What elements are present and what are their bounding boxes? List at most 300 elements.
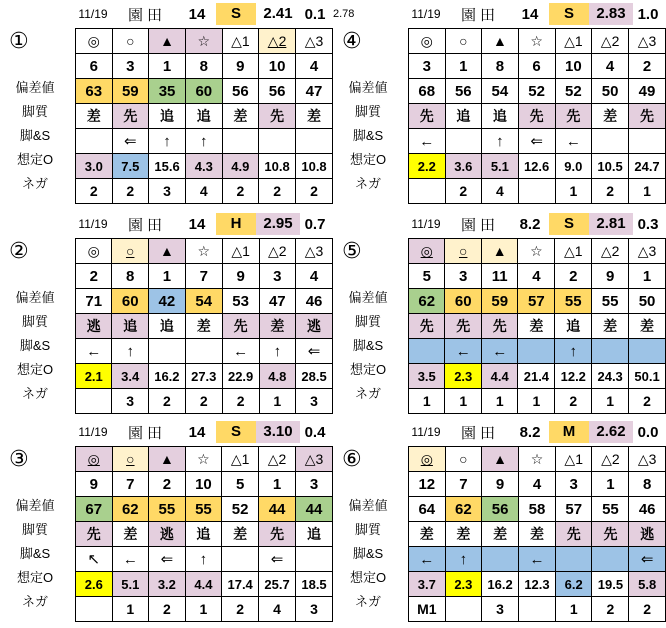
nega-cell: 2 <box>112 179 149 204</box>
kyakushitsu-row <box>409 314 666 339</box>
header-date: 11/19 <box>78 7 108 21</box>
row-label-kyaku-s: 脚&S <box>19 128 51 143</box>
header-date: 11/19 <box>411 425 441 439</box>
header-value-1: 2.41 <box>263 5 293 22</box>
header-value-2: 0.7 <box>304 215 326 233</box>
horse-number-cell: 3 <box>112 54 149 79</box>
header-class-badge: S <box>549 213 589 235</box>
kyaku-s-cell: ← <box>112 547 149 572</box>
row-label-souteio: 想定O <box>16 570 54 585</box>
mark-cell: △3 <box>629 447 666 472</box>
mark-cell: △1 <box>222 447 259 472</box>
odds-cell: 2.3 <box>445 364 481 389</box>
hensachi-cell: 62 <box>409 289 445 314</box>
race-block-3 <box>0 418 333 628</box>
header-extra-value: 2.78 <box>333 8 355 20</box>
header-race: 14 <box>188 423 206 441</box>
horse-number-cell: 3 <box>296 472 333 497</box>
prediction-table <box>408 446 666 622</box>
kyaku-s-cell: ↑ <box>482 129 519 154</box>
odds-cell: 2.2 <box>409 154 446 179</box>
odds-cell: 3.2 <box>149 572 186 597</box>
kyaku-s-cell <box>592 129 629 154</box>
hensachi-cell: 56 <box>259 79 296 104</box>
mark-cell: ▲ <box>482 29 519 54</box>
nega-cell: 1 <box>409 389 445 414</box>
odds-cell: 2.6 <box>76 572 113 597</box>
kyakushitsu-cell: 差 <box>592 314 629 339</box>
nega-cell: 3 <box>112 389 148 414</box>
nega-cell: 3 <box>149 179 186 204</box>
kyakushitsu-cell: 追 <box>185 522 222 547</box>
block-number-badge: ② <box>9 238 29 263</box>
header-value-1: 2.83 <box>589 3 633 25</box>
numbers-row <box>409 54 666 79</box>
nega-cell: 1 <box>112 597 149 622</box>
hensachi-cell: 49 <box>629 79 666 104</box>
kyaku-s-cell: ⇐ <box>259 547 296 572</box>
nega-cell: 2 <box>592 179 629 204</box>
row-label-kyaku-s: 脚&S <box>352 338 384 353</box>
row-label-hensachi: 偏差値 <box>15 290 55 305</box>
kyaku-s-cell: ⇐ <box>518 129 555 154</box>
mark-cell: △3 <box>296 239 333 264</box>
header-class-badge: S <box>216 3 256 25</box>
odds-cell: 5.8 <box>629 572 666 597</box>
odds-row <box>76 154 333 179</box>
hensachi-cell: 59 <box>481 289 517 314</box>
nega-cell <box>409 179 446 204</box>
prediction-table <box>408 28 666 204</box>
hensachi-cell: 59 <box>112 79 149 104</box>
marks-row <box>409 239 666 264</box>
odds-cell: 28.5 <box>296 364 333 389</box>
nega-cell: 2 <box>592 597 629 622</box>
kyakushitsu-cell: 差 <box>518 314 555 339</box>
mark-cell: ◎ <box>76 239 112 264</box>
mark-cell: △2 <box>592 447 629 472</box>
nega-cell: 1 <box>481 389 517 414</box>
horse-number-cell: 1 <box>259 472 296 497</box>
block-number-badge: ③ <box>9 446 29 471</box>
odds-cell: 22.9 <box>222 364 259 389</box>
kyaku-s-cell: ↑ <box>112 339 148 364</box>
row-label-kyaku-s: 脚&S <box>19 338 51 353</box>
odds-cell: 16.2 <box>148 364 185 389</box>
kyaku-s-cell <box>76 129 113 154</box>
hensachi-cell: 55 <box>149 497 186 522</box>
race-block-2 <box>0 210 333 418</box>
odds-row <box>409 572 666 597</box>
row-label-kyakushitsu: 脚質 <box>21 522 48 537</box>
nega-cell: 4 <box>482 179 519 204</box>
horse-number-cell: 3 <box>445 264 481 289</box>
mark-cell: ○ <box>112 447 149 472</box>
odds-cell: 3.5 <box>409 364 445 389</box>
hensachi-cell: 54 <box>185 289 222 314</box>
hensachi-cell: 64 <box>409 497 446 522</box>
hensachi-cell: 52 <box>222 497 259 522</box>
hensachi-cell: 46 <box>629 497 666 522</box>
block-number-badge: ⑥ <box>342 446 362 471</box>
kyakushitsu-cell: 先 <box>629 104 666 129</box>
hensachi-row <box>76 79 333 104</box>
mark-cell: △3 <box>296 29 333 54</box>
hensachi-cell: 47 <box>296 79 333 104</box>
kyakushitsu-cell: 先 <box>409 314 445 339</box>
kyaku-s-cell: ↑ <box>149 129 186 154</box>
nega-cell: 3 <box>296 597 333 622</box>
mark-cell: ◎ <box>409 239 445 264</box>
kyaku-s-cell: ↖ <box>76 547 113 572</box>
block-header <box>70 3 354 25</box>
horse-number-cell: 3 <box>409 54 446 79</box>
odds-row <box>409 364 666 389</box>
odds-cell: 21.4 <box>518 364 555 389</box>
nega-cell: 2 <box>555 389 592 414</box>
nega-row <box>76 389 333 414</box>
nega-cell: 2 <box>148 389 185 414</box>
hensachi-cell: 55 <box>592 289 629 314</box>
nega-cell <box>76 389 112 414</box>
header-class-badge: M <box>549 421 589 443</box>
header-race: 8.2 <box>519 423 541 441</box>
mark-cell: ◎ <box>409 447 446 472</box>
horse-number-cell: 1 <box>629 264 666 289</box>
odds-cell: 12.2 <box>555 364 592 389</box>
horse-number-cell: 8 <box>482 54 519 79</box>
hensachi-cell: 62 <box>112 497 149 522</box>
header-value-2: 0.4 <box>304 423 326 441</box>
kyaku-s-cell <box>629 339 666 364</box>
numbers-row <box>409 264 666 289</box>
hensachi-cell: 47 <box>259 289 296 314</box>
kyaku-s-cell: ↑ <box>185 547 222 572</box>
kyakushitsu-cell: 逃 <box>149 522 186 547</box>
hensachi-cell: 57 <box>555 497 592 522</box>
odds-cell: 24.7 <box>629 154 666 179</box>
horse-number-cell: 1 <box>592 472 629 497</box>
mark-cell: ◎ <box>76 29 113 54</box>
kyaku-s-cell <box>222 547 259 572</box>
prediction-table <box>408 238 666 414</box>
mark-cell: ◎ <box>76 447 113 472</box>
horse-number-cell: 1 <box>445 54 482 79</box>
nega-cell: 1 <box>555 597 592 622</box>
block-header <box>403 213 663 235</box>
horse-number-cell: 4 <box>296 54 333 79</box>
kyakushitsu-cell: 差 <box>296 104 333 129</box>
nega-row <box>76 597 333 622</box>
kyaku-s-cell <box>222 129 259 154</box>
hensachi-cell: 46 <box>296 289 333 314</box>
odds-cell: 16.2 <box>482 572 519 597</box>
marks-row <box>409 29 666 54</box>
hensachi-cell: 56 <box>482 497 519 522</box>
horse-number-cell: 10 <box>555 54 592 79</box>
mark-cell: ○ <box>445 29 482 54</box>
horse-number-cell: 2 <box>629 54 666 79</box>
mark-cell: ☆ <box>519 447 556 472</box>
row-label-kyaku-s: 脚&S <box>352 546 384 561</box>
hensachi-cell: 55 <box>592 497 629 522</box>
kyaku-s-cell <box>445 129 482 154</box>
horse-number-cell: 7 <box>112 472 149 497</box>
nega-cell <box>518 179 555 204</box>
odds-row <box>76 364 333 389</box>
horse-number-cell: 2 <box>76 264 112 289</box>
race-block-4 <box>333 0 666 210</box>
horse-number-cell: 4 <box>518 264 555 289</box>
hensachi-cell: 44 <box>296 497 333 522</box>
header-track: 園田 <box>127 216 166 234</box>
kyakushitsu-cell: 差 <box>592 104 629 129</box>
block-number-badge: ① <box>9 28 29 53</box>
numbers-row <box>409 472 666 497</box>
kyakushitsu-cell: 差 <box>445 522 482 547</box>
mark-cell: △2 <box>259 239 296 264</box>
row-label-nega: ネガ <box>354 386 381 401</box>
header-value-2: 0.1 <box>304 5 326 23</box>
nega-cell: 2 <box>185 389 222 414</box>
header-race: 14 <box>188 5 206 23</box>
kyakushitsu-cell: 先 <box>409 104 446 129</box>
prediction-table <box>75 446 333 622</box>
nega-cell: 3 <box>296 389 333 414</box>
odds-cell: 6.2 <box>555 572 592 597</box>
nega-cell: 2 <box>222 389 259 414</box>
kyakushitsu-cell: 差 <box>76 104 113 129</box>
hensachi-cell: 44 <box>259 497 296 522</box>
odds-cell: 2.3 <box>445 572 482 597</box>
kyakushitsu-cell: 追 <box>445 104 482 129</box>
kyaku-s-cell: ← <box>76 339 112 364</box>
header-race: 8.2 <box>519 215 541 233</box>
nega-cell: 1 <box>185 597 222 622</box>
horse-number-cell: 7 <box>445 472 482 497</box>
row-label-souteio: 想定O <box>16 362 54 377</box>
nega-cell <box>445 597 482 622</box>
row-label-kyakushitsu: 脚質 <box>354 104 381 119</box>
block-header <box>403 421 663 443</box>
nega-cell: 2 <box>259 179 296 204</box>
kyakushitsu-cell: 差 <box>185 314 222 339</box>
header-date: 11/19 <box>78 217 108 231</box>
kyakushitsu-cell: 先 <box>555 104 592 129</box>
kyakushitsu-cell: 先 <box>555 522 592 547</box>
hensachi-row <box>76 497 333 522</box>
block-header <box>403 3 663 25</box>
horse-number-cell: 8 <box>186 54 223 79</box>
odds-cell: 4.3 <box>186 154 223 179</box>
mark-cell: ▲ <box>149 447 186 472</box>
kyaku-s-cell: ↑ <box>445 547 482 572</box>
odds-cell: 4.9 <box>222 154 259 179</box>
marks-row <box>76 29 333 54</box>
mark-cell: ▲ <box>148 239 185 264</box>
kyaku-s-cell: ← <box>409 547 446 572</box>
nega-cell: 4 <box>259 597 296 622</box>
nega-cell <box>76 597 113 622</box>
horse-number-cell: 8 <box>629 472 666 497</box>
race-block-1 <box>0 0 355 210</box>
kyaku-s-row <box>76 129 333 154</box>
kyakushitsu-cell: 差 <box>409 522 446 547</box>
odds-cell: 18.5 <box>296 572 333 597</box>
hensachi-cell: 56 <box>222 79 259 104</box>
horse-number-cell: 9 <box>482 472 519 497</box>
hensachi-cell: 35 <box>149 79 186 104</box>
hensachi-cell: 60 <box>445 289 481 314</box>
row-label-hensachi: 偏差値 <box>348 80 388 95</box>
nega-row <box>409 179 666 204</box>
odds-cell: 4.4 <box>481 364 517 389</box>
mark-cell: △3 <box>629 239 666 264</box>
block-header <box>70 421 330 443</box>
odds-cell: 27.3 <box>185 364 222 389</box>
kyaku-s-cell: ↑ <box>259 339 296 364</box>
kyakushitsu-cell: 差 <box>629 314 666 339</box>
kyaku-s-cell: ← <box>555 129 592 154</box>
header-date: 11/19 <box>78 425 108 439</box>
odds-cell: 3.6 <box>445 154 482 179</box>
row-label-nega: ネガ <box>354 176 381 191</box>
kyakushitsu-row <box>76 104 333 129</box>
header-date: 11/19 <box>411 217 441 231</box>
horse-number-cell: 2 <box>555 264 592 289</box>
row-label-nega: ネガ <box>354 594 381 609</box>
kyaku-s-cell: ⇐ <box>149 547 186 572</box>
row-label-hensachi: 偏差値 <box>15 80 55 95</box>
odds-cell: 9.0 <box>555 154 592 179</box>
nega-cell: 2 <box>222 597 259 622</box>
header-track: 園田 <box>460 424 499 442</box>
nega-row <box>409 597 666 622</box>
kyakushitsu-cell: 差 <box>259 314 296 339</box>
mark-cell: ▲ <box>481 239 517 264</box>
nega-cell: 2 <box>629 389 666 414</box>
row-label-kyakushitsu: 脚質 <box>354 522 381 537</box>
kyaku-s-row <box>76 339 333 364</box>
horse-number-cell: 6 <box>76 54 113 79</box>
odds-cell: 17.4 <box>222 572 259 597</box>
mark-cell: △1 <box>555 239 592 264</box>
kyakushitsu-cell: 追 <box>148 314 185 339</box>
row-label-hensachi: 偏差値 <box>15 498 55 513</box>
hensachi-cell: 52 <box>518 79 555 104</box>
kyakushitsu-cell: 追 <box>482 104 519 129</box>
horse-number-cell: 9 <box>76 472 113 497</box>
mark-cell: ☆ <box>518 29 555 54</box>
kyaku-s-cell <box>148 339 185 364</box>
horse-number-cell: 4 <box>592 54 629 79</box>
kyakushitsu-cell: 追 <box>149 104 186 129</box>
marks-row <box>76 447 333 472</box>
hensachi-cell: 56 <box>445 79 482 104</box>
mark-cell: △3 <box>629 29 666 54</box>
kyakushitsu-cell: 先 <box>259 522 296 547</box>
kyaku-s-cell: ← <box>409 129 446 154</box>
odds-row <box>409 154 666 179</box>
row-label-kyakushitsu: 脚質 <box>21 314 48 329</box>
kyaku-s-cell: ← <box>519 547 556 572</box>
nega-cell: 1 <box>259 389 296 414</box>
horse-number-cell: 1 <box>149 54 186 79</box>
kyaku-s-cell <box>592 339 629 364</box>
kyakushitsu-cell: 差 <box>482 522 519 547</box>
row-label-kyakushitsu: 脚質 <box>21 104 48 119</box>
kyaku-s-cell <box>185 339 222 364</box>
odds-cell: 3.0 <box>76 154 113 179</box>
nega-cell: 2 <box>222 179 259 204</box>
row-label-hensachi: 偏差値 <box>348 290 388 305</box>
mark-cell: ▲ <box>149 29 186 54</box>
horse-number-cell: 10 <box>259 54 296 79</box>
kyakushitsu-row <box>409 104 666 129</box>
header-value-2: 0.3 <box>637 215 659 233</box>
row-label-souteio: 想定O <box>349 152 387 167</box>
nega-cell: 2 <box>149 597 186 622</box>
row-label-kyakushitsu: 脚質 <box>354 314 381 329</box>
row-label-nega: ネガ <box>21 176 48 191</box>
header-track: 園田 <box>127 424 166 442</box>
block-header <box>70 213 330 235</box>
kyaku-s-cell: ⇐ <box>112 129 149 154</box>
kyakushitsu-row <box>76 522 333 547</box>
kyaku-s-cell: ← <box>481 339 517 364</box>
horse-number-cell: 5 <box>222 472 259 497</box>
race-block-6 <box>333 418 666 628</box>
nega-cell: 2 <box>76 179 113 204</box>
odds-cell: 25.7 <box>259 572 296 597</box>
odds-cell: 10.8 <box>296 154 333 179</box>
hensachi-cell: 52 <box>555 79 592 104</box>
nega-cell: 4 <box>186 179 223 204</box>
row-label-souteio: 想定O <box>16 152 54 167</box>
odds-cell: 4.4 <box>185 572 222 597</box>
hensachi-cell: 50 <box>592 79 629 104</box>
header-race: 14 <box>521 5 539 23</box>
hensachi-row <box>409 289 666 314</box>
hensachi-cell: 55 <box>185 497 222 522</box>
header-value-2: 0.0 <box>637 423 659 441</box>
mark-cell: △2 <box>592 239 629 264</box>
horse-number-cell: 6 <box>518 54 555 79</box>
kyaku-s-cell <box>409 339 445 364</box>
header-value-1: 2.81 <box>589 213 633 235</box>
horse-number-cell: 4 <box>519 472 556 497</box>
kyakushitsu-cell: 追 <box>112 314 148 339</box>
horse-number-cell: 9 <box>222 54 259 79</box>
kyaku-s-cell: ← <box>445 339 481 364</box>
mark-cell: △1 <box>222 29 259 54</box>
kyakushitsu-cell: 先 <box>112 104 149 129</box>
kyaku-s-cell <box>518 339 555 364</box>
hensachi-cell: 55 <box>555 289 592 314</box>
header-track: 園田 <box>460 216 499 234</box>
nega-cell: M1 <box>409 597 446 622</box>
kyaku-s-cell <box>259 129 296 154</box>
mark-cell: △1 <box>222 239 259 264</box>
nega-cell: 1 <box>518 389 555 414</box>
odds-cell: 10.8 <box>259 154 296 179</box>
kyakushitsu-cell: 逃 <box>629 522 666 547</box>
horse-number-cell: 11 <box>481 264 517 289</box>
horse-number-cell: 4 <box>296 264 333 289</box>
kyaku-s-cell: ↑ <box>555 339 592 364</box>
race-block-5 <box>333 210 666 418</box>
kyaku-s-cell <box>629 129 666 154</box>
